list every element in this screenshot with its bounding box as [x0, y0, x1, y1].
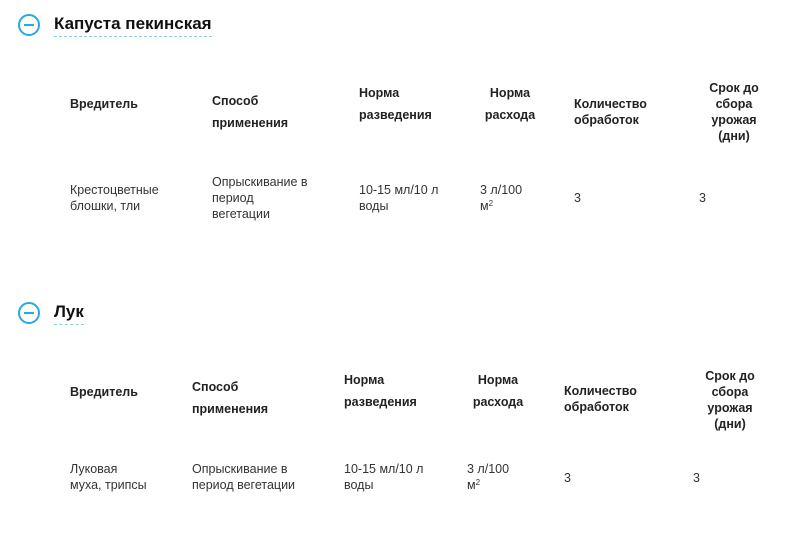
- header-harvest: Срок до сбора урожая (дни): [705, 369, 755, 431]
- header-pest: Вредитель: [70, 385, 138, 399]
- cell-method: Опрыскивание в период вегетации: [212, 175, 308, 221]
- header-consumption: Норма расхода: [472, 373, 524, 409]
- cell-dilution: 10-15 мл/10 л воды: [344, 462, 424, 492]
- cell-harvest-days: 3: [693, 471, 700, 485]
- section-header[interactable]: [18, 299, 84, 327]
- header-consumption: Норма расхода: [484, 86, 536, 122]
- cell-harvest-days: 3: [699, 191, 706, 205]
- header-method: Способ применения: [192, 380, 269, 416]
- header-dilution: Норма разведения: [344, 373, 417, 409]
- minus-circle-icon[interactable]: [18, 302, 40, 324]
- cell-consumption: 3 л/100 $м^2$: [467, 462, 510, 492]
- cell-consumption: 3 л/100 $м^2$: [480, 183, 523, 213]
- cell-treatments: 3: [574, 191, 581, 205]
- cell-dilution: 10-15 мл/10 л воды: [359, 183, 439, 213]
- header-treatments: Количество обработок: [574, 97, 647, 127]
- minus-circle-icon[interactable]: [18, 14, 40, 36]
- header-treatments: Количество обработок: [564, 384, 637, 414]
- section-title[interactable]: Капуста пекинская: [54, 14, 212, 37]
- header-method: Способ применения: [212, 94, 289, 130]
- cell-pest: Крестоцветные блошки, тли: [70, 183, 159, 213]
- section-header[interactable]: [18, 11, 212, 39]
- cell-method: Опрыскивание в период вегетации: [192, 462, 296, 492]
- section-title[interactable]: Лук: [54, 302, 84, 325]
- header-pest: Вредитель: [70, 97, 138, 111]
- header-dilution: Норма разведения: [359, 86, 432, 122]
- cell-pest: Луковая муха, трипсы: [70, 462, 147, 492]
- header-harvest: Срок до сбора урожая (дни): [709, 81, 759, 143]
- cell-treatments: 3: [564, 471, 571, 485]
